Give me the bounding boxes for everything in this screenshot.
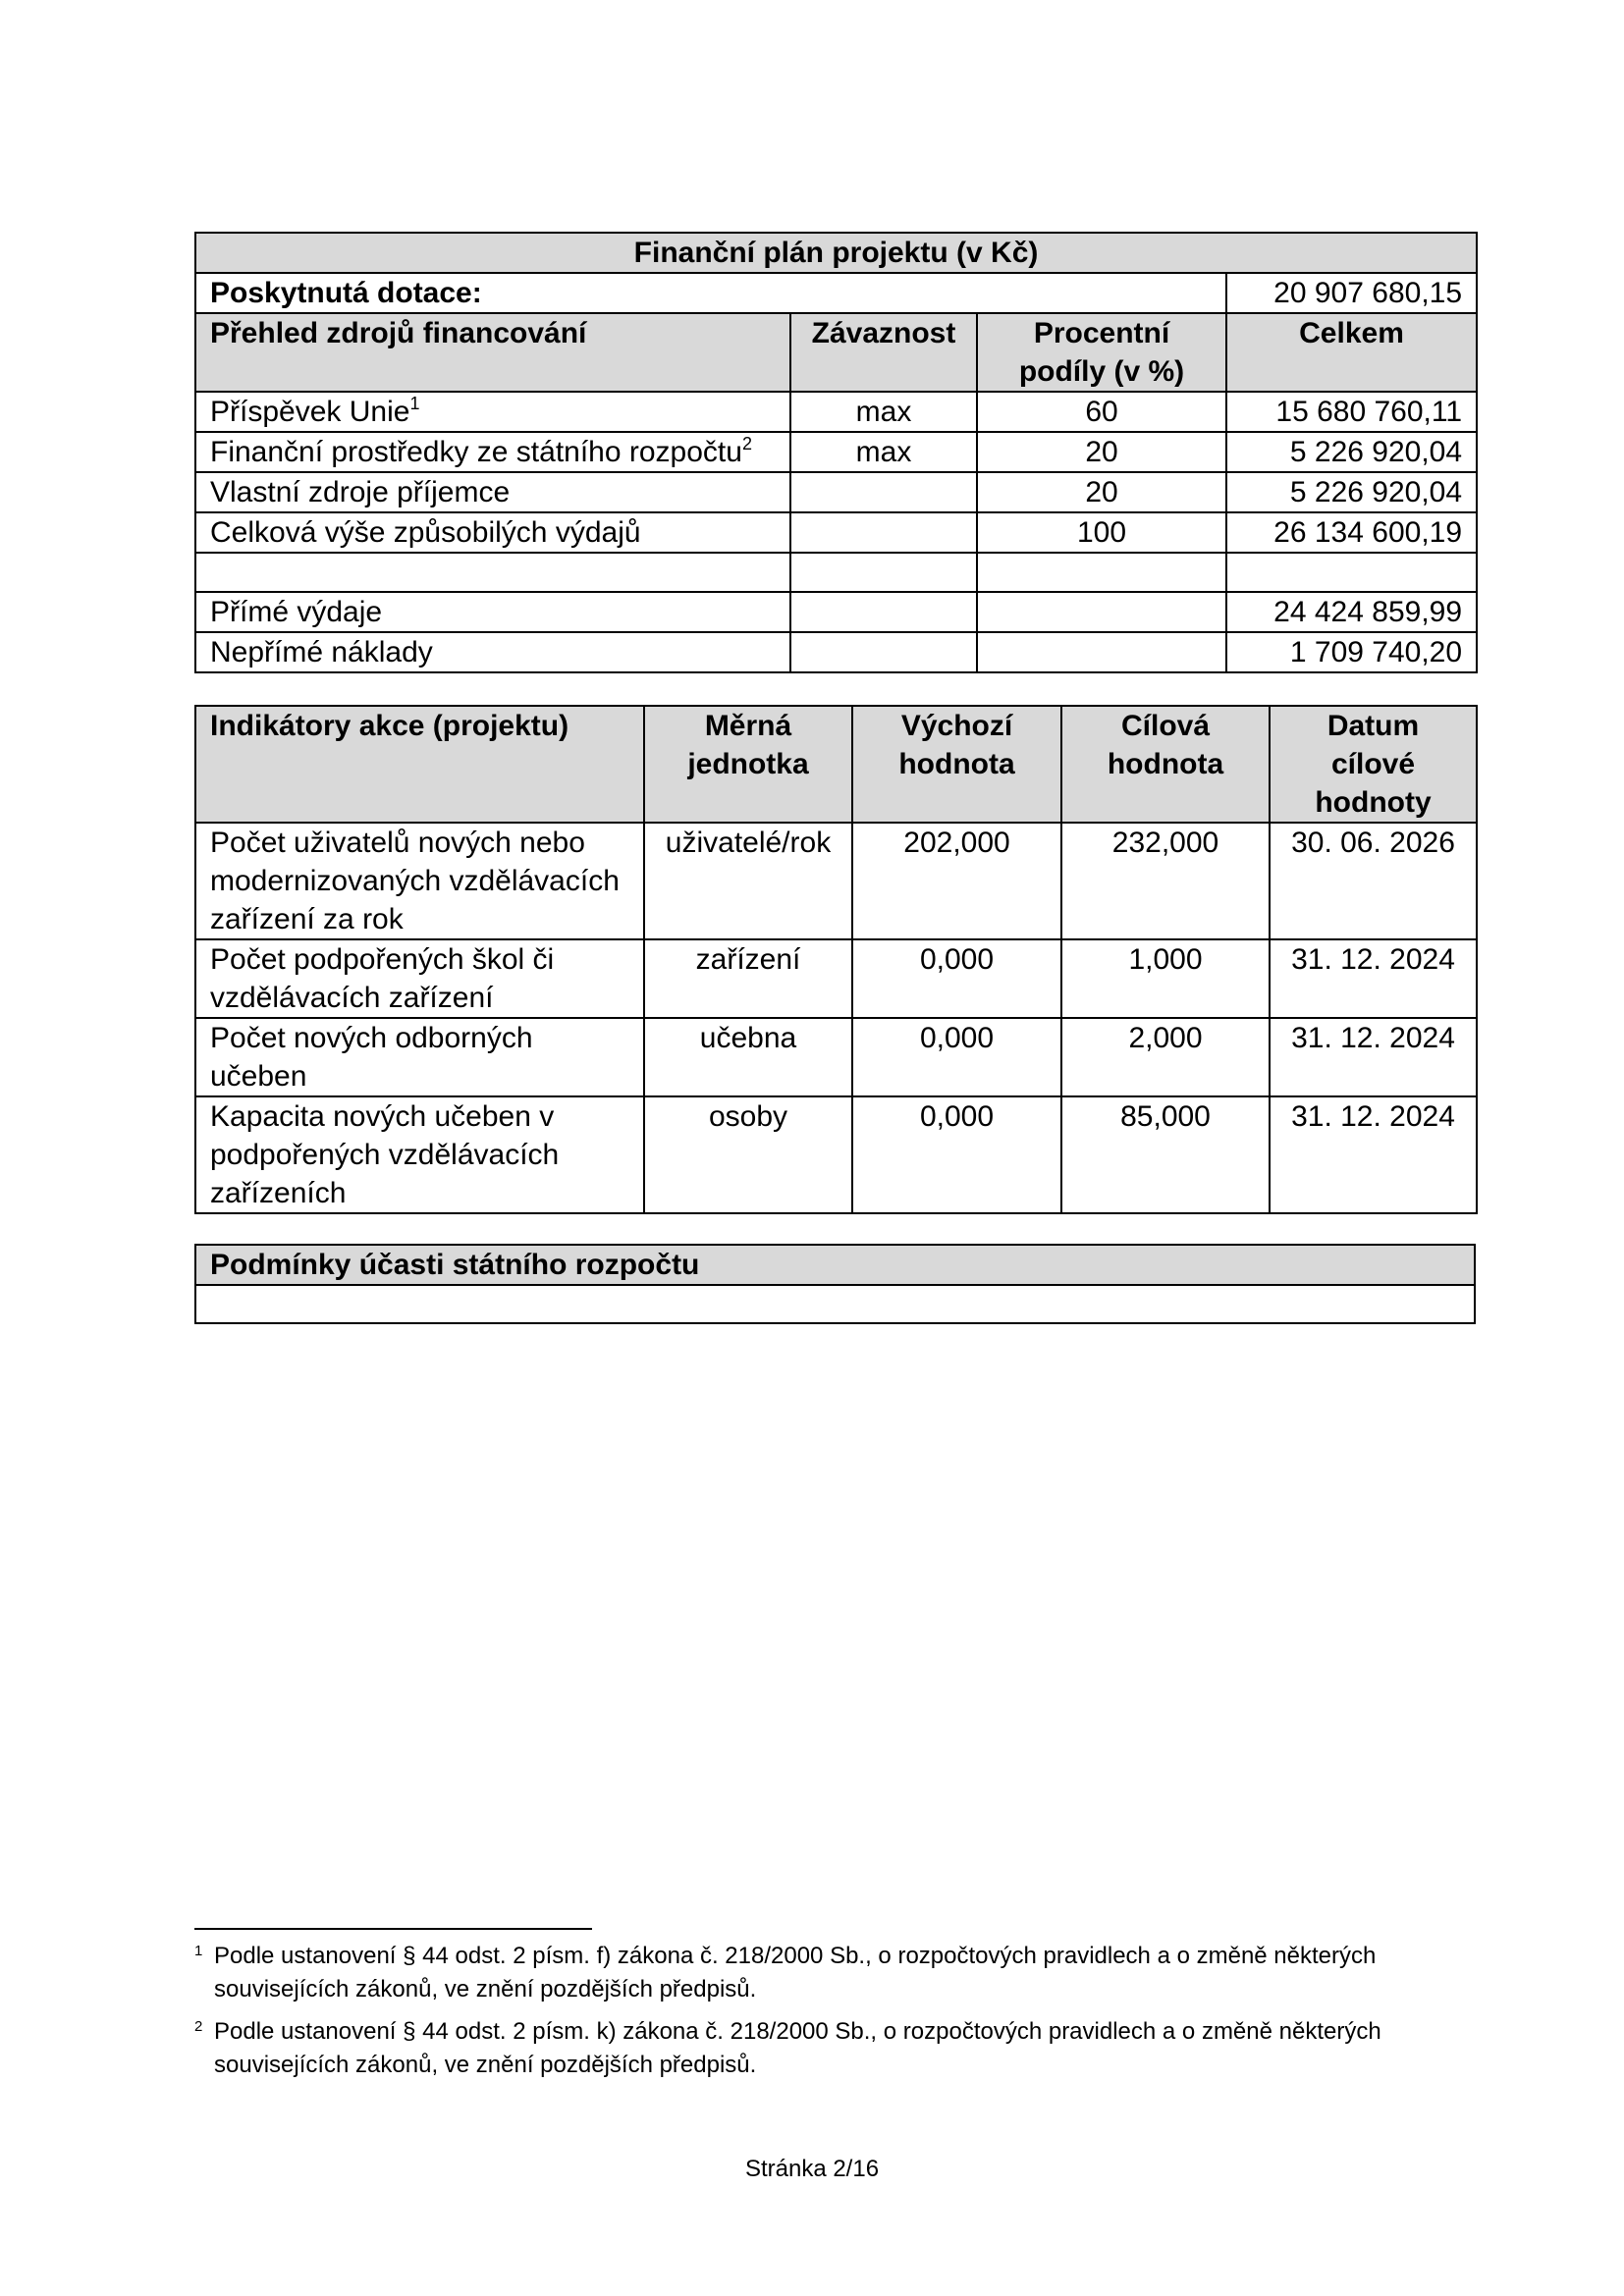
obligation-cell: max (790, 432, 977, 472)
col-header-sources: Přehled zdrojů financování (195, 313, 790, 392)
col-header-target-date: Datum cílové hodnoty (1270, 706, 1477, 823)
col-header-baseline: Výchozí hodnota (852, 706, 1061, 823)
table-row (195, 939, 1477, 1018)
indicator-unit: osoby (644, 1096, 852, 1213)
footnote-mark: 2 (194, 2018, 203, 2035)
indicators-table (194, 705, 1478, 1214)
col-header-total: Celkem (1226, 313, 1477, 392)
share-cell: 20 (977, 432, 1226, 472)
indicator-date: 30. 06. 2026 (1270, 823, 1477, 939)
source-label: Vlastní zdroje příjemce (195, 472, 790, 512)
indirect-costs-value: 1 709 740,20 (1226, 632, 1477, 672)
empty-row (195, 553, 1477, 592)
total-cell: 26 134 600,19 (1226, 512, 1477, 553)
footnote-text: Podle ustanovení § 44 odst. 2 písm. k) zákona č. 218/2000 Sb., o rozpočtových pravidlech a o změně některých souvisejících zákonů, ve znění pozdějších předpisů. (214, 2018, 1381, 2078)
table-row (195, 392, 1477, 432)
source-label: Celková výše způsobilých výdajů (195, 512, 790, 553)
conditions-content (195, 1285, 1475, 1323)
footnote-separator (194, 1928, 592, 1930)
col-header-obligation: Závaznost (790, 313, 977, 392)
obligation-cell (790, 512, 977, 553)
obligation-cell (790, 472, 977, 512)
total-cell: 15 680 760,11 (1226, 392, 1477, 432)
indicator-baseline: 0,000 (852, 1018, 1061, 1096)
indicator-target: 85,000 (1061, 1096, 1270, 1213)
indicator-name: Počet uživatelů nových nebo modernizovaných vzdělávacích zařízení za rok (195, 823, 644, 939)
footnote-2 (194, 2015, 1481, 2082)
table-row (195, 632, 1477, 672)
source-label: Finanční prostředky ze státního rozpočtu$^2$ (195, 432, 790, 472)
obligation-cell: max (790, 392, 977, 432)
indicator-unit: zařízení (644, 939, 852, 1018)
conditions-title: Podmínky účasti státního rozpočtu (195, 1245, 1475, 1285)
conditions-table (194, 1244, 1476, 1324)
footnote-mark: 1 (194, 1943, 203, 1959)
indicator-unit: učebna (644, 1018, 852, 1096)
source-label: Příspěvek Unie$^1$ (195, 392, 790, 432)
direct-costs-label: Přímé výdaje (195, 592, 790, 632)
financial-plan-table (194, 232, 1478, 673)
share-cell: 60 (977, 392, 1226, 432)
indicator-date: 31. 12. 2024 (1270, 939, 1477, 1018)
share-cell: 100 (977, 512, 1226, 553)
footnote-ref: 2 (741, 434, 752, 454)
share-cell: 20 (977, 472, 1226, 512)
indicator-name: Počet nových odborných učeben (195, 1018, 644, 1096)
table-row (195, 432, 1477, 472)
footnote-1 (194, 1940, 1481, 2006)
footnote-ref: 1 (409, 394, 420, 413)
total-cell: 5 226 920,04 (1226, 472, 1477, 512)
indicator-target: 232,000 (1061, 823, 1270, 939)
indicator-target: 1,000 (1061, 939, 1270, 1018)
page-number: Stránka 2/16 (744, 2156, 880, 2182)
col-header-share: Procentní podíly (v %) (977, 313, 1226, 392)
indicator-date: 31. 12. 2024 (1270, 1096, 1477, 1213)
indicator-date: 31. 12. 2024 (1270, 1018, 1477, 1096)
financial-plan-title: Finanční plán projektu (v Kč) (195, 233, 1477, 273)
table-row (195, 472, 1477, 512)
indicator-baseline: 0,000 (852, 939, 1061, 1018)
direct-costs-value: 24 424 859,99 (1226, 592, 1477, 632)
footnote-text: Podle ustanovení § 44 odst. 2 písm. f) zákona č. 218/2000 Sb., o rozpočtových pravidlech a o změně některých souvisejících zákonů, ve znění pozdějších předpisů. (214, 1943, 1377, 2002)
table-row (195, 823, 1477, 939)
total-cell: 5 226 920,04 (1226, 432, 1477, 472)
subsidy-value: 20 907 680,15 (1226, 273, 1477, 313)
indicator-baseline: 202,000 (852, 823, 1061, 939)
table-row (195, 512, 1477, 553)
indicator-baseline: 0,000 (852, 1096, 1061, 1213)
col-header-indicator: Indikátory akce (projektu) (195, 706, 644, 823)
indicator-target: 2,000 (1061, 1018, 1270, 1096)
indicator-name: Počet podpořených škol či vzdělávacích zařízení (195, 939, 644, 1018)
indicator-name: Kapacita nových učeben v podpořených vzdělávacích zařízeních (195, 1096, 644, 1213)
col-header-unit: Měrná jednotka (644, 706, 852, 823)
table-row (195, 1018, 1477, 1096)
indicator-unit: uživatelé/rok (644, 823, 852, 939)
table-row (195, 592, 1477, 632)
indirect-costs-label: Nepřímé náklady (195, 632, 790, 672)
subsidy-label: Poskytnutá dotace: (195, 273, 1226, 313)
col-header-target: Cílová hodnota (1061, 706, 1270, 823)
table-row (195, 1096, 1477, 1213)
